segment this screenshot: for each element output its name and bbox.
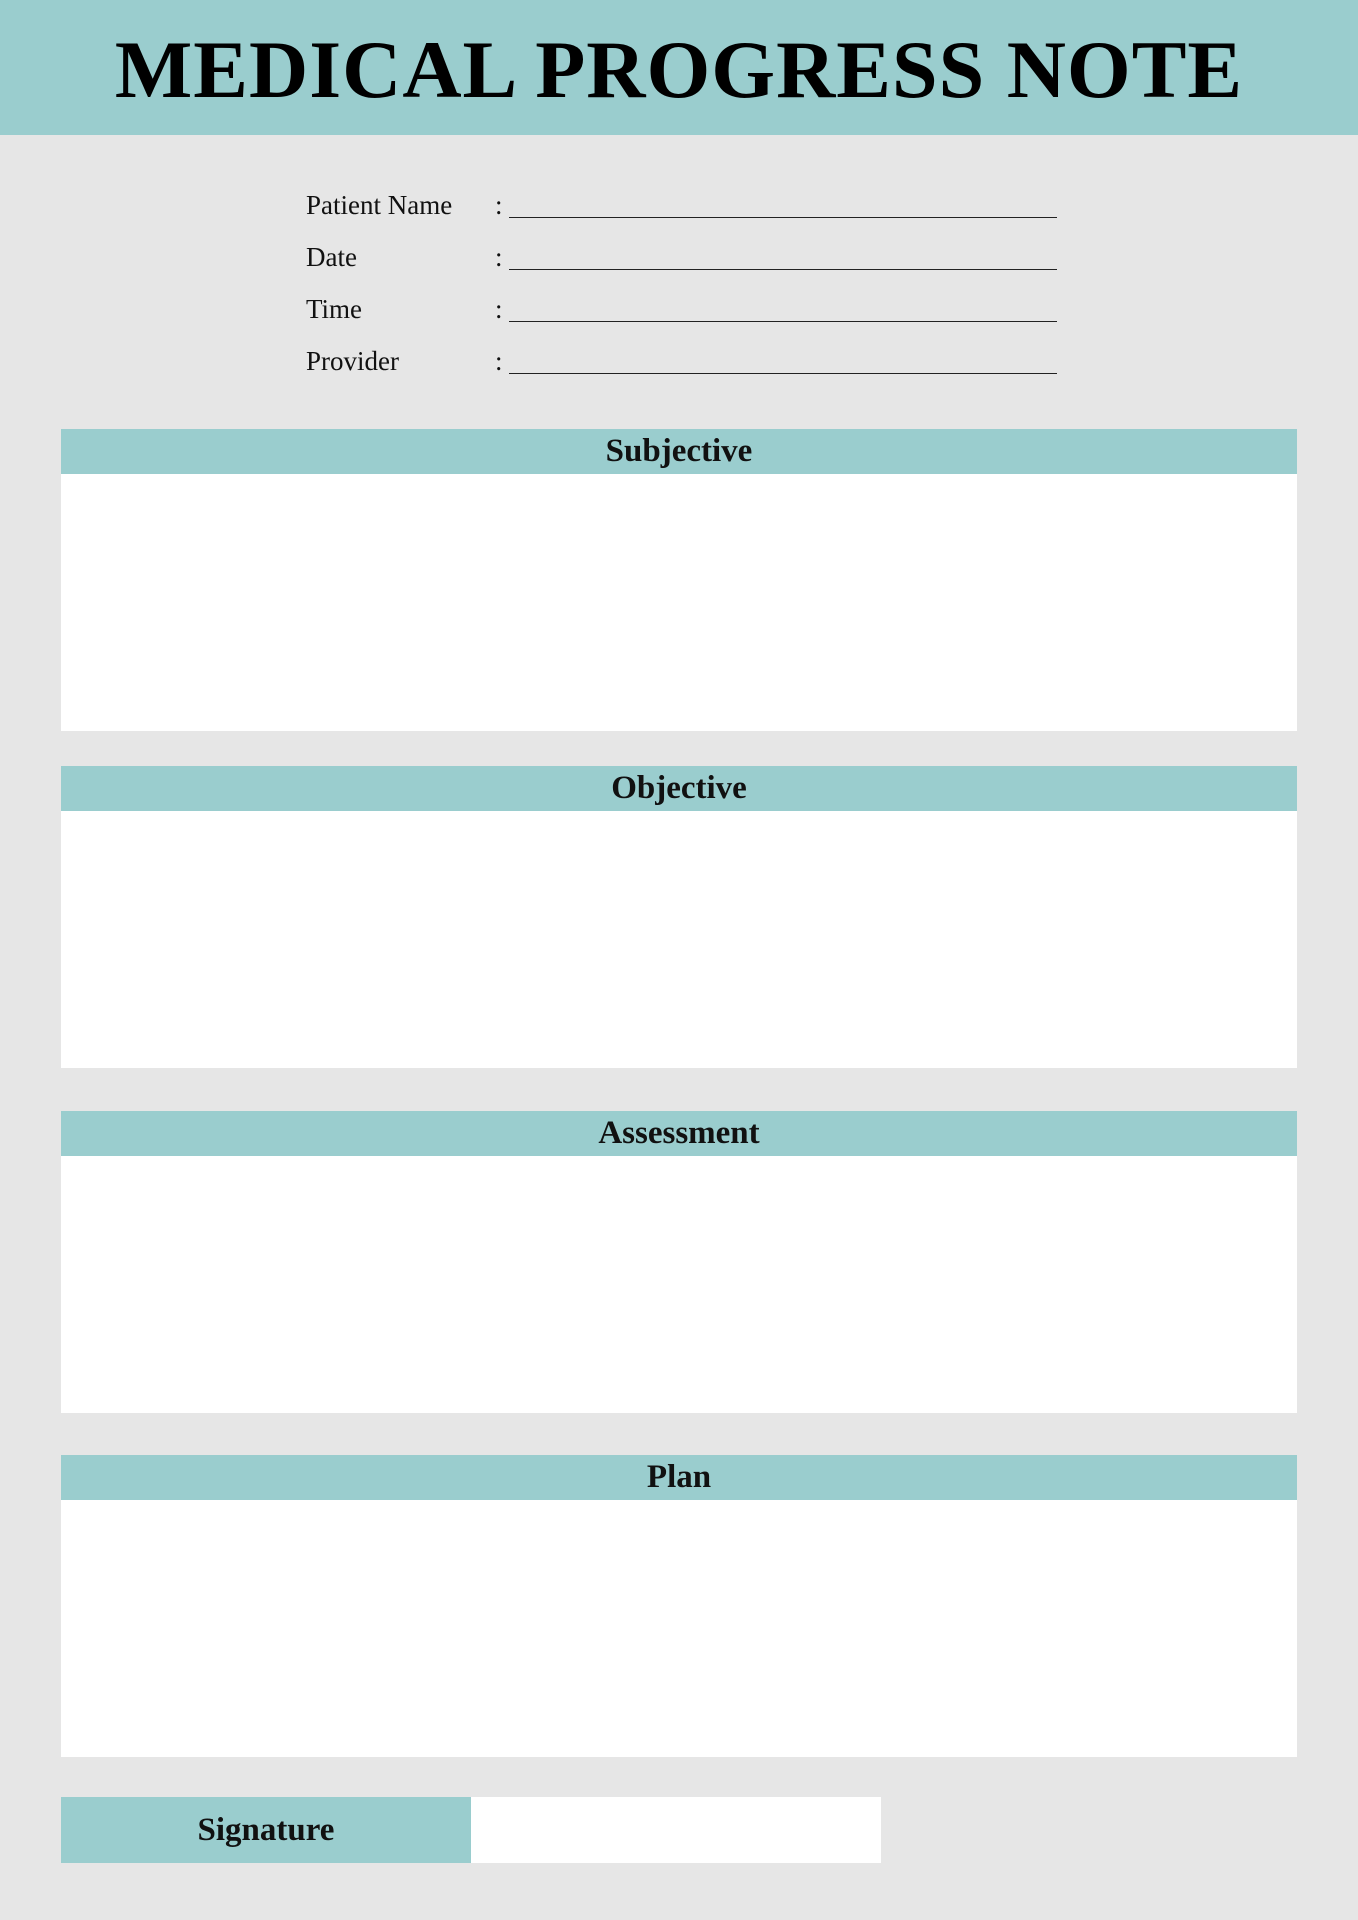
patient-info-block [306,185,1066,393]
signature-block [61,1797,881,1863]
subjective-heading: Subjective [61,429,1297,474]
assessment-textarea[interactable] [61,1156,1297,1413]
plan-textarea[interactable] [61,1500,1297,1757]
patient-name-label: Patient Name [306,190,453,220]
provider-label: Provider [306,346,399,376]
assessment-heading: Assessment [61,1111,1297,1156]
patient-name-field[interactable] [509,217,1057,218]
date-field[interactable] [509,269,1057,270]
provider-colon: : [495,346,503,376]
provider-field[interactable] [509,373,1057,374]
date-label: Date [306,242,357,272]
patient-name-row [306,185,1066,237]
time-label: Time [306,294,363,324]
title-banner [0,0,1358,135]
patient-name-colon: : [495,190,503,220]
plan-heading: Plan [61,1455,1297,1500]
time-row [306,289,1066,341]
date-row [306,237,1066,289]
signature-field[interactable] [471,1797,881,1863]
time-field[interactable] [509,321,1057,322]
subjective-section [61,429,1297,731]
page-title: MEDICAL PROGRESS NOTE [114,23,1244,115]
objective-heading: Objective [61,766,1297,811]
objective-section [61,766,1297,1068]
subjective-textarea[interactable] [61,474,1297,731]
objective-textarea[interactable] [61,811,1297,1068]
time-colon: : [495,294,503,324]
signature-label: Signature [61,1797,471,1863]
plan-section [61,1455,1297,1757]
assessment-section [61,1111,1297,1413]
date-colon: : [495,242,503,272]
provider-row [306,341,1066,393]
